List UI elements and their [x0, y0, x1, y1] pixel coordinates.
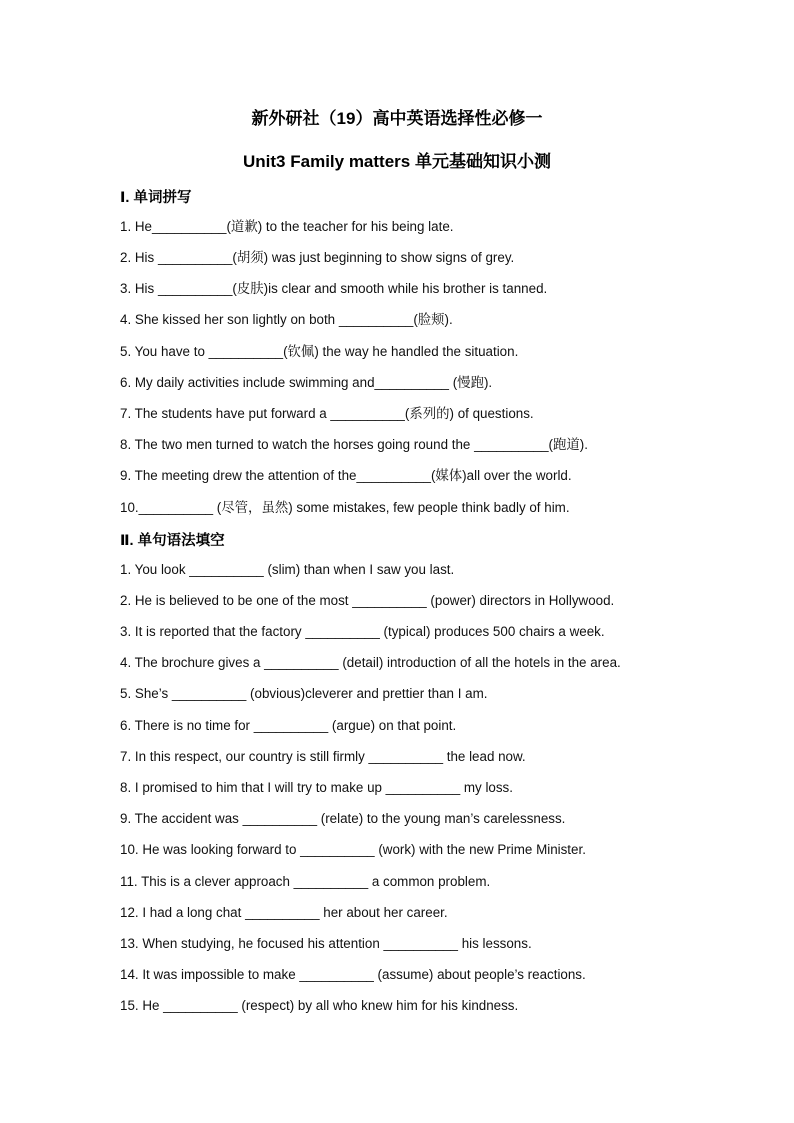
grammar-question-7: 7. In this respect, our country is still firmly __________ the lead now.	[120, 749, 526, 764]
vocab-question-8: 8. The two men turned to watch the horses going round the __________(跑道).	[120, 437, 588, 452]
vocab-question-3: 3. His __________(皮肤)is clear and smooth while his brother is tanned.	[120, 281, 548, 296]
grammar-question-4: 4. The brochure gives a __________ (detail) introduction of all the hotels in the area.	[120, 655, 621, 670]
vocab-question-7: 7. The students have put forward a __________(系列的) of questions.	[120, 406, 534, 421]
grammar-question-5: 5. She’s __________ (obvious)cleverer and prettier than I am.	[120, 686, 488, 701]
grammar-question-15: 15. He __________ (respect) by all who knew him for his kindness.	[120, 998, 519, 1013]
grammar-question-11: 11. This is a clever approach __________ a common problem.	[120, 874, 491, 889]
grammar-question-14: 14. It was impossible to make __________ (assume) about people’s reactions.	[120, 967, 586, 982]
vocab-question-4: 4. She kissed her son lightly on both __________(脸颊).	[120, 312, 453, 327]
vocab-question-5: 5. You have to __________(钦佩) the way he handled the situation.	[120, 344, 519, 359]
vocab-question-1: 1. He__________(道歉) to the teacher for his being late.	[120, 219, 454, 234]
document-title: 新外研社（19）高中英语选择性必修一	[251, 109, 543, 128]
grammar-question-1: 1. You look __________ (slim) than when I saw you last.	[120, 562, 455, 577]
grammar-question-3: 3. It is reported that the factory __________ (typical) produces 500 chairs a week.	[120, 624, 605, 639]
grammar-question-2: 2. He is believed to be one of the most __________ (power) directors in Hollywood.	[120, 593, 615, 608]
vocab-question-10: 10.__________ (尽管，虽然) some mistakes, few people think badly of him.	[120, 500, 570, 515]
vocab-question-2: 2. His __________(胡须) was just beginning to show signs of grey.	[120, 250, 515, 265]
section-1-heading: Ⅰ. 单词拼写	[120, 190, 192, 206]
grammar-question-13: 13. When studying, he focused his attention __________ his lessons.	[120, 936, 532, 951]
grammar-question-9: 9. The accident was __________ (relate) to the young man’s carelessness.	[120, 811, 566, 826]
document-subtitle: Unit3 Family matters 单元基础知识小测	[243, 152, 551, 171]
vocab-question-9: 9. The meeting drew the attention of the__________(媒体)all over the world.	[120, 468, 572, 483]
grammar-question-6: 6. There is no time for __________ (argue) on that point.	[120, 718, 457, 733]
vocab-question-6: 6. My daily activities include swimming and__________ (慢跑).	[120, 375, 493, 390]
grammar-question-12: 12. I had a long chat __________ her about her career.	[120, 905, 448, 920]
grammar-question-10: 10. He was looking forward to __________ (work) with the new Prime Minister.	[120, 842, 586, 857]
grammar-question-8: 8. I promised to him that I will try to make up __________ my loss.	[120, 780, 513, 795]
section-2-heading: Ⅱ. 单句语法填空	[120, 533, 225, 549]
